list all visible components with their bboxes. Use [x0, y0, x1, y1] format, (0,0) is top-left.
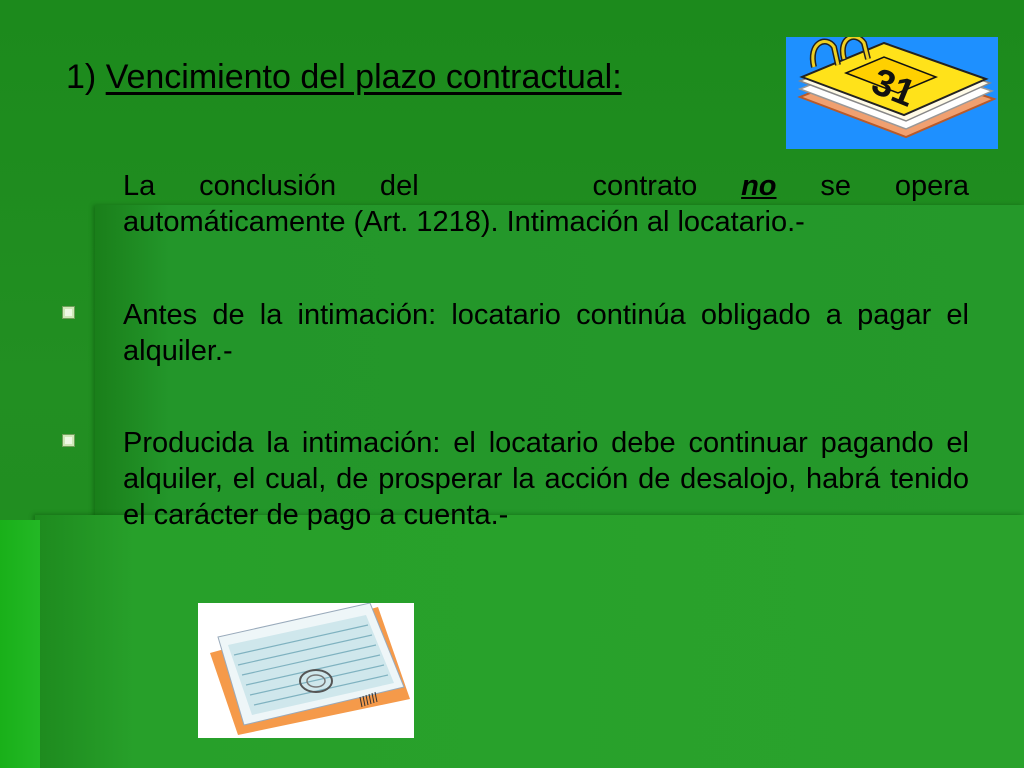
- title-text: Vencimiento del plazo contractual:: [105, 58, 622, 96]
- bullet-text-1: Antes de la intimación: locatario continúa obligado a pagar el alquiler.-: [123, 299, 969, 367]
- square-bullet-icon: [62, 434, 75, 447]
- calendar-icon: [786, 37, 998, 149]
- intro-part2: contrato: [592, 170, 698, 202]
- receipt-document-icon: [198, 603, 414, 738]
- bullet-text-2: Producida la intimación: el locatario debe continuar pagando el alquiler, el cual, de prosperar la acción de desalojo, habrá tenido el carácter de pago a cuenta.-: [123, 427, 969, 531]
- title-number: 1): [66, 58, 97, 96]
- calendar-day-number: 31: [865, 60, 921, 116]
- intro-paragraph: [123, 168, 969, 240]
- intro-emphasis: no: [741, 170, 777, 202]
- calendar-image: [786, 37, 998, 149]
- background-panel-lower: [35, 515, 1024, 768]
- receipt-image: [198, 603, 414, 738]
- slide-title: [66, 58, 622, 97]
- square-bullet-icon: [62, 306, 75, 319]
- intro-part1: La conclusión del: [123, 170, 419, 202]
- intro-part3: se opera automáticamente (Art. 1218). Intimación al locatario.-: [123, 170, 969, 238]
- background-panel-left: [0, 520, 40, 768]
- bullet-item-1: [62, 297, 969, 369]
- bullet-item-2: [62, 425, 969, 533]
